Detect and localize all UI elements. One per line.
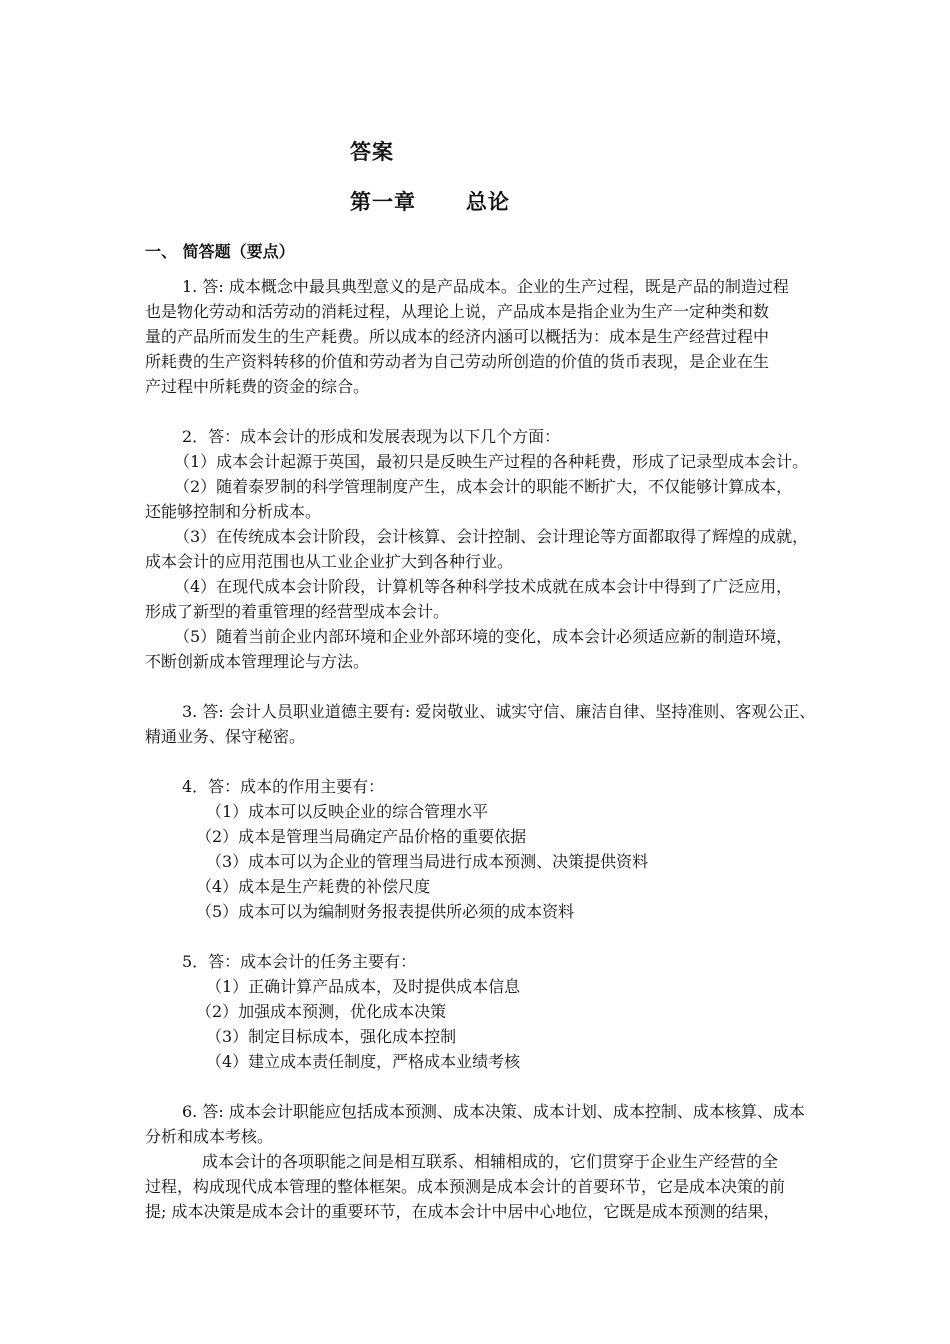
q2-line: 不断创新成本管理理论与方法。 xyxy=(145,652,370,671)
q6-line: 分析和成本考核。 xyxy=(145,1127,274,1146)
chapter-title: 第一章 总论 xyxy=(350,190,510,214)
q6-line: 6. 答: 成本会计职能应包括成本预测、成本决策、成本计划、成本控制、成本核算、成本 xyxy=(182,1102,805,1121)
q6-line: 过程，构成现代成本管理的整体框架。成本预测是成本会计的首要环节，它是成本决策的前 xyxy=(145,1177,786,1196)
q4-line: （1）成本可以反映企业的综合管理水平 xyxy=(206,802,489,821)
q1-line: 产过程中所耗费的资金的综合。 xyxy=(145,377,370,396)
q1-line: 1. 答: 成本概念中最具典型意义的是产品成本。企业的生产过程，既是产品的制造过程 xyxy=(182,277,789,296)
q1-line: 所耗费的生产资料转移的价值和劳动者为自己劳动所创造的价值的货币表现，是企业在生 xyxy=(145,352,770,371)
q2-line: （4）在现代成本会计阶段，计算机等各种科学技术成就在成本会计中得到了广泛应用， xyxy=(174,577,793,596)
q5-line: （2）加强成本预测，优化成本决策 xyxy=(196,1002,447,1021)
q6-line: 提; 成本决策是成本会计的重要环节，在成本会计中居中心地位，它既是成本预测的结果， xyxy=(145,1202,780,1221)
section-heading: 一、 简答题（要点） xyxy=(145,242,295,261)
q3-line: 3. 答: 会计人员职业道德主要有: 爱岗敬业、诚实守信、廉洁自律、坚持准则、客观公正、 xyxy=(182,702,816,721)
q4-line: （5）成本可以为编制财务报表提供所必须的成本资料 xyxy=(196,902,575,921)
q5-line: （1）正确计算产品成本，及时提供成本信息 xyxy=(206,977,521,996)
q2-line: （1）成本会计起源于英国，最初只是反映生产过程的各种耗费，形成了记录型成本会计。 xyxy=(174,452,809,471)
q6-line: 成本会计的各项职能之间是相互联系、相辅相成的，它们贯穿于企业生产经营的全 xyxy=(202,1152,779,1171)
q1-line: 也是物化劳动和活劳动的消耗过程，从理论上说，产品成本是指企业为生产一定种类和数 xyxy=(145,302,770,321)
q4-line: （4）成本是生产耗费的补偿尺度 xyxy=(196,877,431,896)
q2-line: 2．答：成本会计的形成和发展表现为以下几个方面： xyxy=(182,427,561,446)
document-title: 答案 xyxy=(350,140,394,164)
q5-line: （3）制定目标成本，强化成本控制 xyxy=(206,1027,457,1046)
q2-line: 还能够控制和分析成本。 xyxy=(145,502,322,521)
q4-line: 4．答：成本的作用主要有： xyxy=(182,777,385,796)
q2-line: 成本会计的应用范围也从工业企业扩大到各种行业。 xyxy=(145,552,514,571)
q5-line: 5．答：成本会计的任务主要有： xyxy=(182,952,417,971)
q2-line: （2）随着泰罗制的科学管理制度产生，成本会计的职能不断扩大，不仅能够计算成本， xyxy=(174,477,793,496)
q4-line: （2）成本是管理当局确定产品价格的重要依据 xyxy=(196,827,527,846)
q2-line: （5）随着当前企业内部环境和企业外部环境的变化，成本会计必须适应新的制造环境， xyxy=(174,627,793,646)
q2-line: （3）在传统成本会计阶段，会计核算、会计控制、会计理论等方面都取得了辉煌的成就， xyxy=(174,527,809,546)
q4-line: （3）成本可以为企业的管理当局进行成本预测、决策提供资料 xyxy=(206,852,649,871)
q2-line: 形成了新型的着重管理的经营型成本会计。 xyxy=(145,602,450,621)
q1-line: 量的产品所而发生的生产耗费。所以成本的经济内涵可以概括为：成本是生产经营过程中 xyxy=(145,327,770,346)
q5-line: （4）建立成本责任制度，严格成本业绩考核 xyxy=(206,1052,521,1071)
q3-line: 精通业务、保守秘密。 xyxy=(145,727,306,746)
